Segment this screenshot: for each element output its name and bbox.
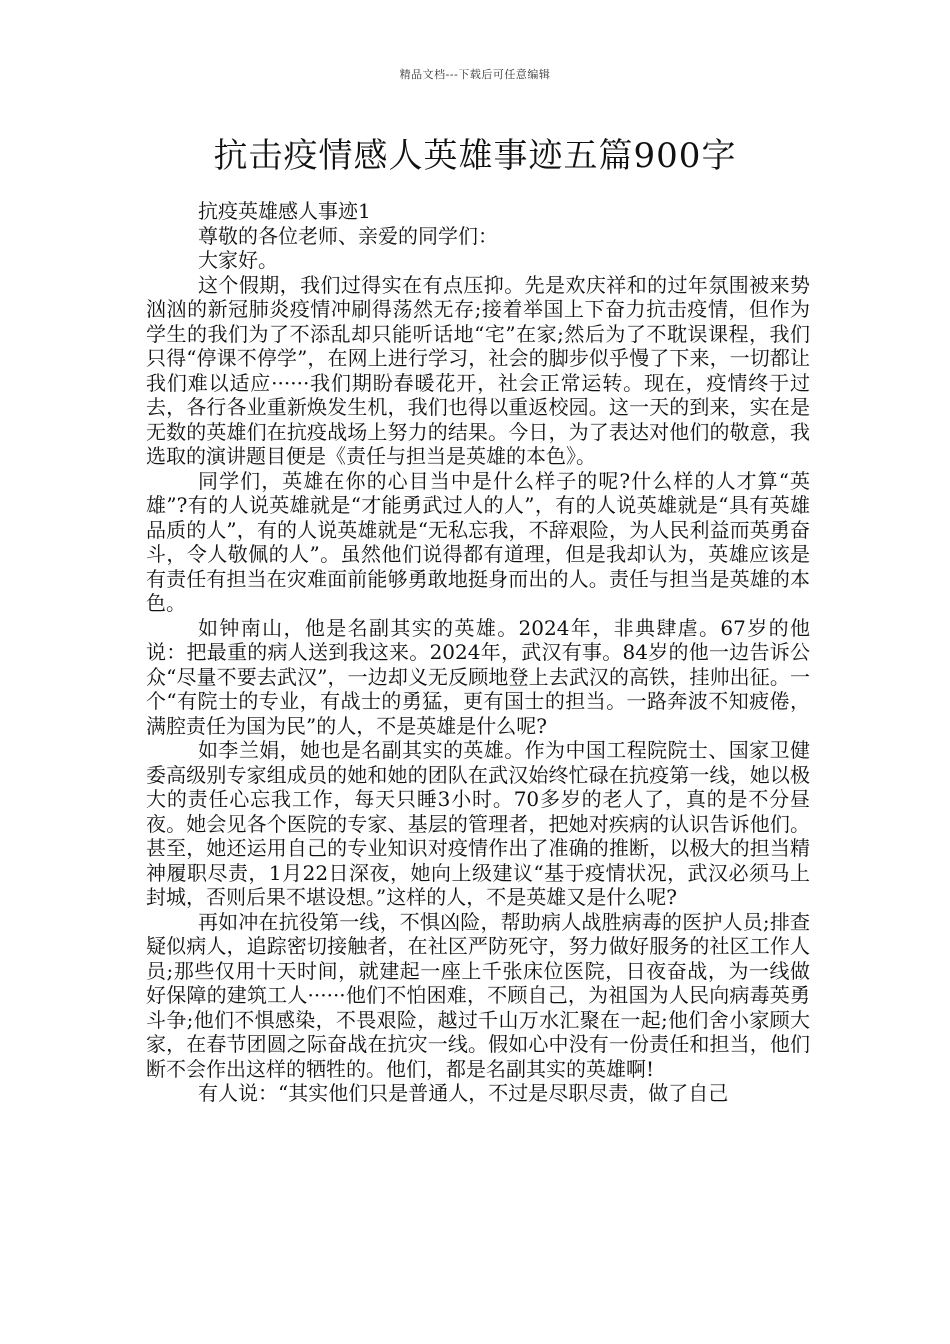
paragraph: 再如冲在抗役第一线，不惧凶险，帮助病人战胜病毒的医护人员;排查疑似病人，追踪密切接触者，在社区严防死守，努力做好服务的社区工作人员;那些仅用十天时间，就建起一座上千张床位医院，日夜奋战，为一线做好保障的建筑工人······他们不怕困难，不顾自己，为祖国为人民向病毒英勇斗争;他们不惧感染，不畏艰险，越过千山万水汇聚在一起;他们舍小家顾大家，在春节团圆之际奋战在抗灾一线。假如心中没有一份责任和担当，他们断不会作出这样的牺牲的。他们，都是名副其实的英雄啊!	[146, 909, 810, 1081]
paragraph: 这个假期，我们过得实在有点压抑。先是欢庆祥和的过年氛围被来势汹汹的新冠肺炎疫情冲刷得荡然无存;接着举国上下奋力抗击疫情，但作为学生的我们为了不添乱却只能听话地“宅”在家;然后为了不耽误课程，我们只得“停课不停学”，在网上进行学习，社会的脚步似乎慢了下来，一切都让我们难以适应······我们期盼春暖花开，社会正常运转。现在，疫情终于过去，各行各业重新焕发生机，我们也得以重返校园。这一天的到来，实在是无数的英雄们在抗疫战场上努力的结果。今日，为了表达对他们的敬意，我选取的演讲题目便是《责任与担当是英雄的本色》。	[146, 272, 810, 468]
document-title: 抗击疫情感人英雄事迹五篇900字	[213, 136, 737, 176]
paragraph: 如钟南山，他是名副其实的英雄。2024年，非典肆虐。67岁的他说：把最重的病人送到我这来。2024年，武汉有事。84岁的他一边告诉公众“尽量不要去武汉”，一边却义无反顾地登上去武汉的高铁，挂帅出征。一个“有院士的专业，有战士的勇猛，更有国士的担当。一路奔波不知疲倦，满腔责任为国为民”的人，不是英雄是什么呢?	[146, 615, 810, 738]
salutation: 尊敬的各位老师、亲爱的同学们：	[198, 223, 498, 248]
document-body	[146, 199, 810, 1106]
section-heading: 抗疫英雄感人事迹1	[198, 199, 371, 223]
paragraph: 有人说：“其实他们只是普通人，不过是尽职尽责，做了自己	[198, 1081, 729, 1105]
paragraph: 如李兰娟，她也是名副其实的英雄。作为中国工程院院士、国家卫健委高级别专家组成员的她和她的团队在武汉始终忙碌在抗疫第一线，她以极大的责任心忘我工作，每天只睡3小时。70多岁的老人了，真的是不分昼夜。她会见各个医院的专家、基层的管理者，把她对疾病的认识告诉他们。甚至，她还运用自己的专业知识对疫情作出了准确的推断，以极大的担当精神履职尽责，1月22日深夜，她向上级建议“基于疫情状况，武汉必须马上封城，否则后果不堪设想。”这样的人，不是英雄又是什么呢?	[146, 738, 810, 909]
paragraph: 同学们，英雄在你的心目当中是什么样子的呢?什么样的人才算“英雄”?有的人说英雄就是“才能勇武过人的人”，有的人说英雄就是“具有英雄品质的人”，有的人说英雄就是“无私忘我，不辞艰险，为人民利益而英勇奋斗，令人敬佩的人”。虽然他们说得都有道理，但是我却认为，英雄应该是有责任有担当在灾难面前能够勇敢地挺身而出的人。责任与担当是英雄的本色。	[146, 468, 810, 615]
page-header: 精品文档---下载后可任意编辑	[399, 68, 551, 81]
greeting: 大家好。	[198, 248, 278, 272]
